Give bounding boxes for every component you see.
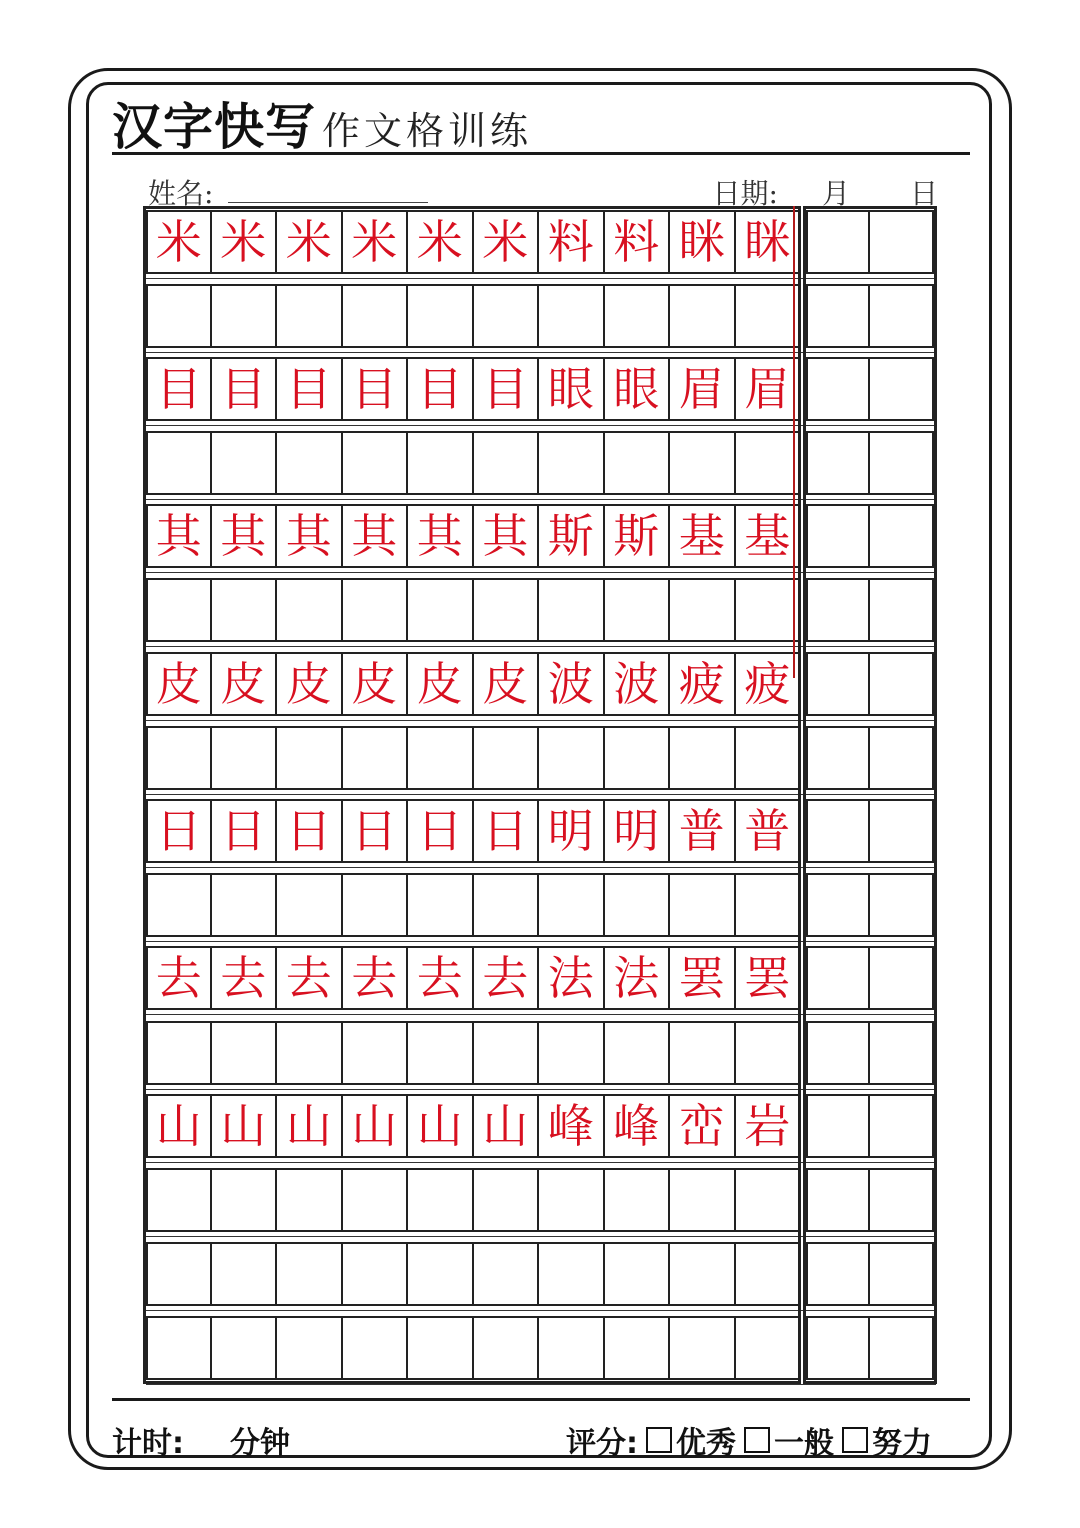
grid-cell-char[interactable]: 目 <box>408 357 474 421</box>
grid-cell-char[interactable]: 斯 <box>539 504 605 568</box>
grid-cell-char[interactable]: 米 <box>408 210 474 274</box>
grid-cell-char[interactable]: 米 <box>277 210 343 274</box>
timer-label: 计时: <box>112 1426 184 1461</box>
name-field[interactable] <box>228 202 428 203</box>
grid-cell-char[interactable]: 眼 <box>539 357 605 421</box>
side-grid-frame <box>803 206 937 1384</box>
grid-cell-char[interactable]: 法 <box>539 946 605 1010</box>
grid-cell-char[interactable]: 山 <box>408 1094 474 1158</box>
title-main: 汉字快写 <box>112 98 316 156</box>
grid-cell-char[interactable]: 眯 <box>736 210 802 274</box>
grid-cell-char[interactable]: 其 <box>212 504 278 568</box>
grid-cell-char[interactable]: 峦 <box>670 1094 736 1158</box>
grid-cell-char[interactable]: 普 <box>670 799 736 863</box>
grid-cell-char[interactable]: 日 <box>146 799 212 863</box>
info-row <box>148 172 938 210</box>
row-separator <box>146 1384 936 1385</box>
grid-cell-char[interactable]: 疲 <box>736 652 802 716</box>
footer <box>112 1410 932 1460</box>
worksheet-title <box>112 90 533 156</box>
grid-cell-char[interactable]: 峰 <box>605 1094 671 1158</box>
rating-label: 评分: <box>566 1426 638 1461</box>
grid-cell-char[interactable]: 日 <box>212 799 278 863</box>
grid-cell-char[interactable]: 山 <box>343 1094 409 1158</box>
grid-cell-char[interactable]: 眯 <box>670 210 736 274</box>
main-grid-frame <box>143 206 801 1384</box>
rating-checkbox-effort[interactable] <box>842 1427 868 1453</box>
rating-checkbox-excellent[interactable] <box>646 1427 672 1453</box>
grid-cell-char[interactable]: 皮 <box>343 652 409 716</box>
grid-cell-char[interactable]: 米 <box>146 210 212 274</box>
date-label: 日期: <box>712 177 778 210</box>
grid-cell-char[interactable]: 基 <box>736 504 802 568</box>
grid-cell-char[interactable]: 山 <box>277 1094 343 1158</box>
rating-option-average: 一般 <box>774 1426 834 1461</box>
grid-cell-char[interactable]: 皮 <box>146 652 212 716</box>
grid-cell-char[interactable]: 明 <box>539 799 605 863</box>
grid-cell-char[interactable]: 皮 <box>474 652 540 716</box>
grid-cell-char[interactable]: 日 <box>474 799 540 863</box>
grid-cell-char[interactable]: 目 <box>474 357 540 421</box>
grid-cell-char[interactable]: 斯 <box>605 504 671 568</box>
grid-cell-char[interactable]: 波 <box>539 652 605 716</box>
grid-cell-char[interactable]: 去 <box>408 946 474 1010</box>
red-margin-line <box>793 206 795 678</box>
grid-cell-char[interactable]: 罢 <box>670 946 736 1010</box>
grid-cell-char[interactable]: 日 <box>408 799 474 863</box>
grid-cell-char[interactable]: 其 <box>277 504 343 568</box>
footer-divider <box>112 1398 970 1401</box>
grid-cell-char[interactable]: 山 <box>146 1094 212 1158</box>
date-day-label: 日 <box>909 177 938 210</box>
grid-cell-char[interactable]: 眉 <box>736 357 802 421</box>
grid-cell-char[interactable]: 皮 <box>408 652 474 716</box>
grid-cell-char[interactable]: 普 <box>736 799 802 863</box>
grid-cell-char[interactable]: 料 <box>605 210 671 274</box>
grid-cell-char[interactable]: 法 <box>605 946 671 1010</box>
grid-cell-char[interactable]: 眉 <box>670 357 736 421</box>
name-label: 姓名: <box>148 177 214 210</box>
grid-cell-char[interactable]: 其 <box>343 504 409 568</box>
grid-cell-char[interactable]: 去 <box>474 946 540 1010</box>
grid-cell-char[interactable]: 目 <box>212 357 278 421</box>
grid-cell-char[interactable]: 眼 <box>605 357 671 421</box>
timer-unit: 分钟 <box>230 1426 290 1461</box>
grid-cell-char[interactable]: 波 <box>605 652 671 716</box>
grid-cell-char[interactable]: 去 <box>343 946 409 1010</box>
rating-option-effort: 努力 <box>872 1426 932 1461</box>
rating-checkbox-average[interactable] <box>744 1427 770 1453</box>
grid-cell-char[interactable]: 基 <box>670 504 736 568</box>
date-month-label: 月 <box>821 177 850 210</box>
grid-cell-char[interactable]: 日 <box>277 799 343 863</box>
grid-cell-char[interactable]: 米 <box>474 210 540 274</box>
rating-option-excellent: 优秀 <box>676 1426 736 1461</box>
grid-cell-char[interactable]: 目 <box>277 357 343 421</box>
grid-cell-char[interactable]: 皮 <box>212 652 278 716</box>
rating-group <box>566 1418 932 1462</box>
grid-cell-char[interactable]: 山 <box>212 1094 278 1158</box>
grid-cell-char[interactable]: 皮 <box>277 652 343 716</box>
grid-cell-char[interactable]: 其 <box>408 504 474 568</box>
grid-cell-char[interactable]: 去 <box>146 946 212 1010</box>
title-divider <box>112 152 970 155</box>
grid-cell-char[interactable]: 山 <box>474 1094 540 1158</box>
grid-cell-char[interactable]: 目 <box>146 357 212 421</box>
grid-cell-char[interactable]: 去 <box>277 946 343 1010</box>
grid-cell-char[interactable]: 去 <box>212 946 278 1010</box>
grid-cell-char[interactable]: 日 <box>343 799 409 863</box>
grid-cell-char[interactable]: 罢 <box>736 946 802 1010</box>
grid-cell-char[interactable]: 岩 <box>736 1094 802 1158</box>
grid-cell-char[interactable]: 峰 <box>539 1094 605 1158</box>
grid-cell-char[interactable]: 其 <box>474 504 540 568</box>
grid-cell-char[interactable]: 料 <box>539 210 605 274</box>
grid-cell-char[interactable]: 其 <box>146 504 212 568</box>
title-sub: 作文格训练 <box>322 109 533 153</box>
grid-cell-char[interactable]: 明 <box>605 799 671 863</box>
grid-cell-char[interactable]: 目 <box>343 357 409 421</box>
grid-cell-char[interactable]: 米 <box>343 210 409 274</box>
grid-cell-char[interactable]: 米 <box>212 210 278 274</box>
grid-cell-char[interactable]: 疲 <box>670 652 736 716</box>
